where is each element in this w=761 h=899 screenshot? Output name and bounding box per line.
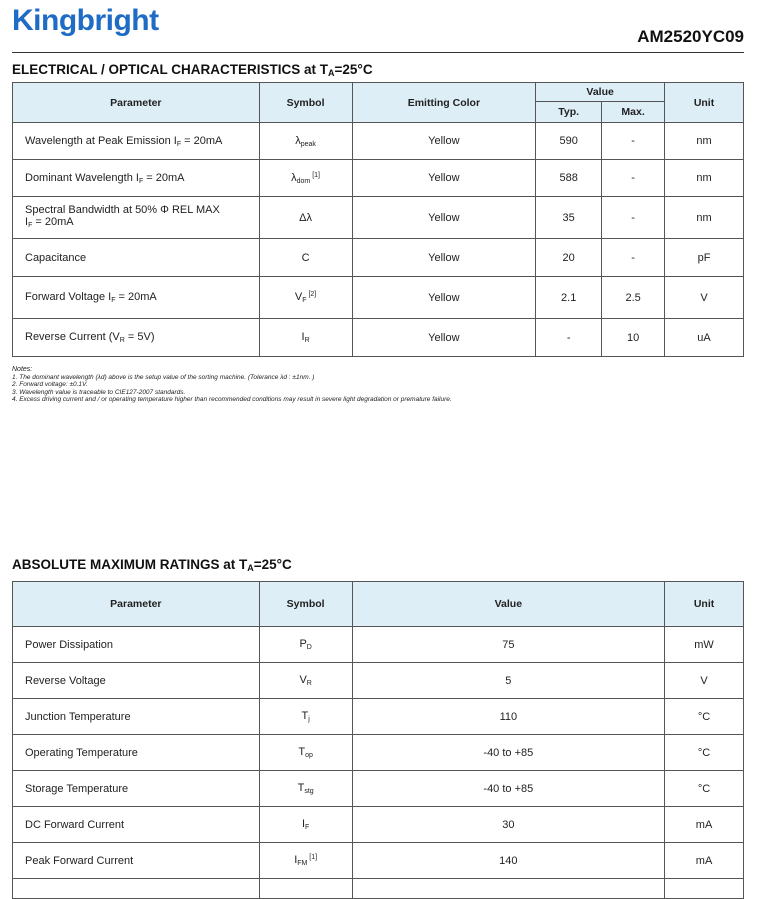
value-cell: -40 to +85 bbox=[352, 771, 664, 807]
max-cell: - bbox=[602, 160, 665, 197]
symbol-subscript: peak bbox=[300, 140, 316, 148]
symbol-note-ref: [1] bbox=[310, 171, 320, 179]
electrical-section-title: ELECTRICAL / OPTICAL CHARACTERISTICS at $T_A=25^\circ C$ bbox=[12, 62, 373, 78]
parameter-cell: DC Forward Current bbox=[13, 807, 260, 843]
parameter-text: I bbox=[25, 215, 29, 228]
value-cell: 30 bbox=[352, 807, 664, 843]
symbol-cell bbox=[259, 239, 352, 277]
parameter-text: Spectral Bandwidth at 50% Φ REL MAX bbox=[25, 203, 220, 216]
max-cell: 2.5 bbox=[602, 277, 665, 319]
emitting-color-cell: Yellow bbox=[352, 239, 536, 277]
unit-cell: mA bbox=[665, 807, 744, 843]
typ-cell: 2.1 bbox=[536, 277, 602, 319]
parameter-subscript: F bbox=[111, 297, 116, 304]
brand-logo: Kingbright bbox=[12, 4, 159, 37]
symbol-text: λ bbox=[295, 134, 301, 147]
symbol-text: λ bbox=[291, 171, 297, 184]
table-row bbox=[13, 735, 744, 771]
symbol-text: T bbox=[298, 746, 306, 758]
symbol-text: I bbox=[294, 854, 298, 866]
parameter-subscript: R bbox=[119, 337, 125, 344]
table-row bbox=[13, 663, 744, 699]
unit-cell: mW bbox=[665, 627, 744, 663]
unit-cell: V bbox=[665, 277, 744, 319]
header-max: Max. bbox=[602, 102, 665, 123]
parameter-text: Wavelength at Peak Emission I bbox=[25, 134, 177, 147]
empty-cell bbox=[665, 879, 744, 899]
typ-cell: 35 bbox=[536, 197, 602, 239]
symbol-text: V bbox=[299, 674, 307, 686]
table-row bbox=[13, 699, 744, 735]
parameter-text: Capacitance bbox=[25, 251, 87, 264]
note-item: 4. Excess driving current and / or operating temperature higher than recommended conditions may result in severe light degradation or premature failure. bbox=[12, 396, 452, 403]
symbol-subscript: stg bbox=[304, 788, 314, 795]
unit-cell: uA bbox=[665, 319, 744, 357]
symbol-subscript: dom bbox=[296, 177, 311, 185]
max-cell: - bbox=[602, 239, 665, 277]
part-number: AM2520YC09 bbox=[637, 27, 744, 46]
symbol-cell bbox=[259, 735, 352, 771]
header-emitting-color: Emitting Color bbox=[352, 83, 536, 123]
note-item: 1. The dominant wavelength (λd) above is the setup value of the sorting machine. (Tolerance λd : ±1nm. ) bbox=[12, 373, 315, 381]
notes bbox=[12, 366, 452, 404]
electrical-table bbox=[12, 82, 744, 357]
emitting-color-cell: Yellow bbox=[352, 319, 536, 357]
symbol-subscript: op bbox=[305, 752, 313, 759]
emitting-color-cell: Yellow bbox=[352, 197, 536, 239]
symbol-note-ref: [2] bbox=[306, 291, 317, 298]
parameter-subscript: F bbox=[28, 221, 33, 229]
parameter-cell bbox=[13, 239, 260, 277]
symbol-cell bbox=[259, 843, 352, 879]
symbol-cell bbox=[259, 771, 352, 807]
symbol-text: I bbox=[301, 331, 305, 343]
unit-cell: V bbox=[665, 663, 744, 699]
symbol-cell bbox=[259, 277, 352, 319]
note-item: 3. Wavelength value is traceable to CIE127-2007 standards. bbox=[12, 388, 186, 396]
absolute-section-title: ABSOLUTE MAXIMUM RATINGS at $T_A=25^\circ C$ bbox=[12, 557, 292, 573]
max-cell: - bbox=[602, 197, 665, 239]
parameter-text: = 20mA bbox=[115, 291, 157, 303]
parameter-cell bbox=[13, 319, 260, 357]
unit-cell: nm bbox=[665, 197, 744, 239]
header-typ: Typ. bbox=[536, 102, 602, 123]
parameter-cell: Storage Temperature bbox=[13, 771, 260, 807]
symbol-note-ref: [1] bbox=[307, 854, 318, 861]
table-row bbox=[13, 239, 744, 277]
typ-cell: 590 bbox=[536, 123, 602, 160]
symbol-cell bbox=[259, 699, 352, 735]
value-cell: 75 bbox=[352, 627, 664, 663]
table-row bbox=[13, 123, 744, 160]
symbol-cell bbox=[259, 807, 352, 843]
table-row bbox=[13, 197, 744, 239]
parameter-cell: Power Dissipation bbox=[13, 627, 260, 663]
emitting-color-cell: Yellow bbox=[352, 123, 536, 160]
symbol-text: Δλ bbox=[299, 211, 312, 224]
unit-cell: °C bbox=[665, 735, 744, 771]
absolute-table bbox=[12, 581, 744, 899]
symbol-subscript: F bbox=[305, 824, 310, 831]
value-cell: 140 bbox=[352, 843, 664, 879]
symbol-subscript: F bbox=[302, 297, 307, 304]
value-cell: 110 bbox=[352, 699, 664, 735]
table-row bbox=[13, 319, 744, 357]
typ-cell: 20 bbox=[536, 239, 602, 277]
symbol-cell bbox=[259, 663, 352, 699]
parameter-cell: Peak Forward Current bbox=[13, 843, 260, 879]
table-row bbox=[13, 160, 744, 197]
empty-cell bbox=[13, 879, 260, 899]
table-row bbox=[13, 771, 744, 807]
symbol-subscript: FM bbox=[297, 860, 308, 867]
parameter-cell: Junction Temperature bbox=[13, 699, 260, 735]
parameter-text: = 20mA bbox=[181, 134, 223, 147]
symbol-subscript: j bbox=[308, 716, 310, 723]
typ-cell: - bbox=[536, 319, 602, 357]
unit-cell: nm bbox=[665, 123, 744, 160]
unit-cell: °C bbox=[665, 699, 744, 735]
table-row bbox=[13, 807, 744, 843]
table-row bbox=[13, 843, 744, 879]
emitting-color-cell: Yellow bbox=[352, 160, 536, 197]
parameter-subscript: F bbox=[138, 177, 144, 185]
symbol-text: T bbox=[301, 710, 309, 722]
header-value: Value bbox=[536, 83, 665, 102]
parameter-text: Forward Voltage I bbox=[25, 291, 112, 303]
symbol-cell bbox=[259, 197, 352, 239]
symbol-cell bbox=[259, 123, 352, 160]
unit-cell: mA bbox=[665, 843, 744, 879]
header-unit: Unit bbox=[665, 582, 744, 627]
typ-cell: 588 bbox=[536, 160, 602, 197]
parameter-text: = 5V) bbox=[124, 331, 155, 343]
header-divider bbox=[12, 52, 744, 53]
table-row bbox=[13, 627, 744, 663]
header-symbol: Symbol bbox=[259, 83, 352, 123]
header-unit: Unit bbox=[665, 83, 744, 123]
parameter-cell bbox=[13, 123, 260, 160]
max-cell: 10 bbox=[602, 319, 665, 357]
parameter-text: = 20mA bbox=[32, 215, 74, 228]
parameter-cell: Reverse Voltage bbox=[13, 663, 260, 699]
notes-title: Notes: bbox=[12, 366, 33, 373]
symbol-subscript: R bbox=[304, 337, 310, 344]
parameter-cell: Operating Temperature bbox=[13, 735, 260, 771]
empty-cell bbox=[352, 879, 664, 899]
header-symbol: Symbol bbox=[259, 582, 352, 627]
parameter-text: Reverse Current (V bbox=[25, 331, 120, 343]
value-cell: 5 bbox=[352, 663, 664, 699]
max-cell: - bbox=[602, 123, 665, 160]
symbol-text: P bbox=[299, 638, 307, 650]
parameter-subscript: F bbox=[176, 140, 182, 148]
table-row bbox=[13, 277, 744, 319]
note-item: 2. Forward voltage: ±0.1V. bbox=[12, 381, 88, 388]
empty-cell bbox=[259, 879, 352, 899]
symbol-text: V bbox=[294, 291, 303, 303]
symbol-text: T bbox=[297, 782, 305, 794]
value-cell: -40 to +85 bbox=[352, 735, 664, 771]
unit-cell: nm bbox=[665, 160, 744, 197]
parameter-cell bbox=[13, 160, 260, 197]
symbol-text: C bbox=[301, 251, 310, 264]
emitting-color-cell: Yellow bbox=[352, 277, 536, 319]
symbol-subscript: R bbox=[306, 680, 312, 687]
parameter-text: = 20mA bbox=[143, 171, 185, 184]
header-parameter: Parameter bbox=[13, 582, 260, 627]
symbol-cell bbox=[259, 160, 352, 197]
unit-cell: pF bbox=[665, 239, 744, 277]
table-row bbox=[13, 879, 744, 899]
symbol-cell bbox=[259, 627, 352, 663]
parameter-cell bbox=[13, 197, 260, 239]
header-value: Value bbox=[352, 582, 664, 627]
symbol-subscript: D bbox=[306, 644, 312, 651]
symbol-text: I bbox=[301, 818, 306, 830]
symbol-cell bbox=[259, 319, 352, 357]
unit-cell: °C bbox=[665, 771, 744, 807]
header-parameter: Parameter bbox=[13, 83, 260, 123]
parameter-text: Dominant Wavelength I bbox=[25, 171, 139, 184]
parameter-cell bbox=[13, 277, 260, 319]
